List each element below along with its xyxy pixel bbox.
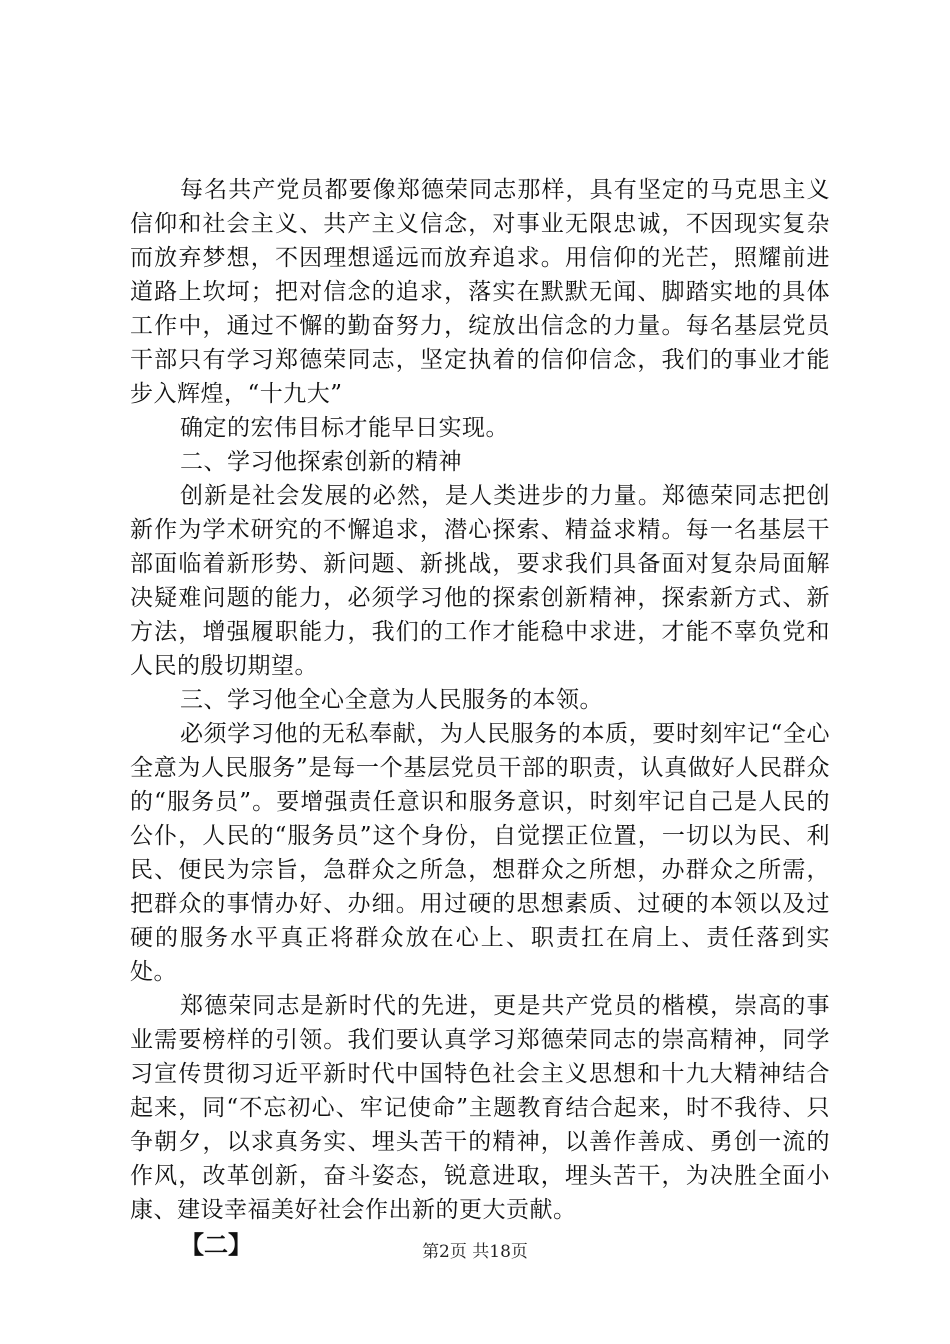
- paragraph-faith-continued: 确定的宏伟目标才能早日实现。: [180, 415, 509, 441]
- paragraph-service: 必须学习他的无私奉献，为人民服务的本质，要时刻牢记“全心全意为人民服务”是每一个基层党员干部的职责，认真做好人民群众的“服务员”。要增强责任意识和服务意识，时刻牢记自己是人民的公仆，人民的“服务员”这个身份，自觉摆正位置，一切以为民、利民、便民为宗旨，急群众之所急，想群众之所想，办群众之所需，把群众的事情办好、办细。用过硬的思想素质、过硬的本领以及过硬的服务水平真正将群众放在心上、职责扛在肩上、责任落到实处。: [130, 721, 830, 985]
- section-mark: 【二】: [180, 1230, 252, 1259]
- heading-service: 三、学习他全心全意为人民服务的本领。: [180, 687, 603, 713]
- paragraph-faith: 每名共产党员都要像郑德荣同志那样，具有坚定的马克思主义信仰和社会主义、共产主义信念，对事业无限忠诚，不因现实复杂而放弃梦想，不因理想遥远而放弃追求。用信仰的光芒，照耀前进道路上坎坷；把对信念的追求，落实在默默无闻、脚踏实地的具体工作中，通过不懈的勤奋努力，绽放出信念的力量。每名基层党员干部只有学习郑德荣同志，坚定执着的信仰信念，我们的事业才能步入辉煌，“十九大”: [130, 177, 830, 407]
- page-footer: 第2页 共18页: [422, 1242, 528, 1262]
- document-body: [130, 173, 830, 1263]
- paragraph-innovation: 创新是社会发展的必然，是人类进步的力量。郑德荣同志把创新作为学术研究的不懈追求，潜心探索、精益求精。每一名基层干部面临着新形势、新问题、新挑战，要求我们具备面对复杂局面解决疑难问题的能力，必须学习他的探索创新精神，探索新方式、新方法，增强履职能力，我们的工作才能稳中求进，才能不辜负党和人民的殷切期望。: [130, 483, 830, 679]
- heading-innovation: 二、学习他探索创新的精神: [180, 449, 462, 475]
- paragraph-conclusion: 郑德荣同志是新时代的先进，更是共产党员的楷模，崇高的事业需要榜样的引领。我们要认真学习郑德荣同志的崇高精神，同学习宣传贯彻习近平新时代中国特色社会主义思想和十九大精神结合起来，同“不忘初心、牢记使命”主题教育结合起来，时不我待、只争朝夕，以求真务实、埋头苦干的精神，以善作善成、勇创一流的作风，改革创新，奋斗姿态，锐意进取，埋头苦干，为决胜全面小康、建设幸福美好社会作出新的更大贡献。: [130, 993, 830, 1223]
